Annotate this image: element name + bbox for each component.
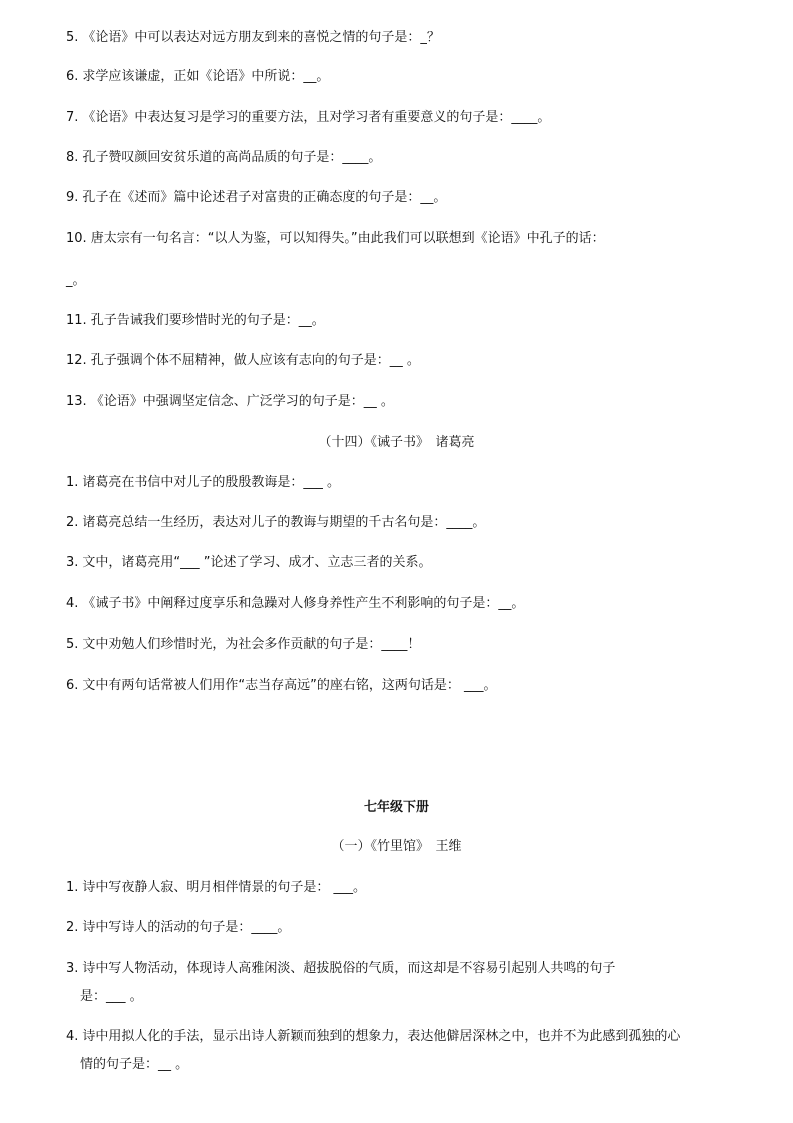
question-text: 诗中写夜静人寂、明月相伴情景的句子是： ___。 [82, 880, 367, 895]
question-a9 [66, 190, 446, 206]
question-text: 《论语》中可以表达对远方朋友到来的喜悦之情的句子是：_？ [82, 30, 440, 45]
question-a10 [66, 231, 605, 247]
question-c2 [66, 920, 290, 936]
question-a10-cont [66, 273, 86, 289]
question-text: 诗中写人物活动，体现诗人高雅闲淡、超拔脱俗的气质，而这却是不容易引起别人共鸣的句子 [82, 961, 616, 976]
question-a6 [66, 69, 329, 85]
question-c3-cont [80, 989, 143, 1005]
question-text: 诸葛亮总结一生经历，表达对儿子的教诲与期望的千古名句是：____。 [82, 515, 486, 530]
question-text: 文中有两句话常被人们用作“志当存高远”的座右铭，这两句话是： ___。 [82, 678, 497, 693]
question-number: 8. [66, 150, 79, 165]
question-number: 2. [66, 920, 79, 935]
question-number: 10. [66, 231, 87, 246]
question-number: 7. [66, 110, 79, 125]
question-text: 孔子在《述而》篇中论述君子对富贵的正确态度的句子是：__。 [82, 190, 447, 205]
question-text: 孔子强调个体不屈精神，做人应该有志向的句子是：__ 。 [90, 353, 420, 368]
question-a8 [66, 150, 381, 166]
question-text: 《论语》中表达复习是学习的重要方法，且对学习者有重要意义的句子是：____。 [82, 110, 551, 125]
question-c1 [66, 880, 366, 896]
question-b3 [66, 555, 432, 571]
question-number: 3. [66, 555, 79, 570]
question-a5 [66, 30, 440, 46]
question-text: 是：___ 。 [80, 989, 143, 1004]
question-number: 2. [66, 515, 79, 530]
question-text: 唐太宗有一句名言：“以人为鉴，可以知得失。”由此我们可以联想到《论语》中孔子的话： [90, 231, 605, 246]
question-number: 1. [66, 475, 79, 490]
section-heading: （十四）《诫子书》 诸葛亮 [318, 435, 475, 450]
question-number: 4. [66, 1029, 79, 1044]
question-number: 9. [66, 190, 79, 205]
question-number: 1. [66, 880, 79, 895]
volume-title: 七年级下册 [363, 800, 429, 815]
question-a13 [66, 394, 394, 410]
question-c4-cont [80, 1057, 188, 1073]
question-text: 求学应该谦虚，正如《论语》中所说：__。 [82, 69, 330, 84]
question-b5 [66, 637, 420, 653]
question-text: 诸葛亮在书信中对儿子的殷殷教诲是：___ 。 [82, 475, 341, 490]
question-text: 《诫子书》中阐释过度享乐和急躁对人修身养性产生不利影响的句子是：__。 [82, 596, 525, 611]
question-number: 12. [66, 353, 87, 368]
question-b4 [66, 596, 524, 612]
question-number: 5. [66, 30, 79, 45]
question-text: 《论语》中强调坚定信念、广泛学习的句子是：__ 。 [90, 394, 394, 409]
question-text: 孔子赞叹颜回安贫乐道的高尚品质的句子是：____。 [82, 150, 382, 165]
question-number: 6. [66, 678, 79, 693]
question-c3 [66, 961, 615, 977]
question-number: 13. [66, 394, 87, 409]
section-heading: （一）《竹里馆》 王维 [331, 839, 462, 854]
question-number: 5. [66, 637, 79, 652]
question-number: 3. [66, 961, 79, 976]
question-number: 11. [66, 313, 87, 328]
question-a11 [66, 313, 325, 329]
question-text: _。 [66, 273, 86, 288]
question-b1 [66, 475, 340, 491]
question-b2 [66, 515, 485, 531]
question-text: 文中劝勉人们珍惜时光，为社会多作贡献的句子是：____！ [82, 637, 421, 652]
question-a12 [66, 353, 420, 369]
question-c4 [66, 1029, 680, 1045]
question-text: 情的句子是：__ 。 [80, 1057, 189, 1072]
question-text: 孔子告诫我们要珍惜时光的句子是：__。 [90, 313, 325, 328]
question-b6 [66, 678, 497, 694]
question-text: 文中，诸葛亮用“___ ”论述了学习、成才、立志三者的关系。 [82, 555, 432, 570]
question-a7 [66, 110, 550, 126]
question-number: 6. [66, 69, 79, 84]
question-text: 诗中写诗人的活动的句子是：____。 [82, 920, 291, 935]
question-text: 诗中用拟人化的手法，显示出诗人新颖而独到的想象力，表达他僻居深林之中，也并不为此感到孤独的心 [82, 1029, 681, 1044]
question-number: 4. [66, 596, 79, 611]
